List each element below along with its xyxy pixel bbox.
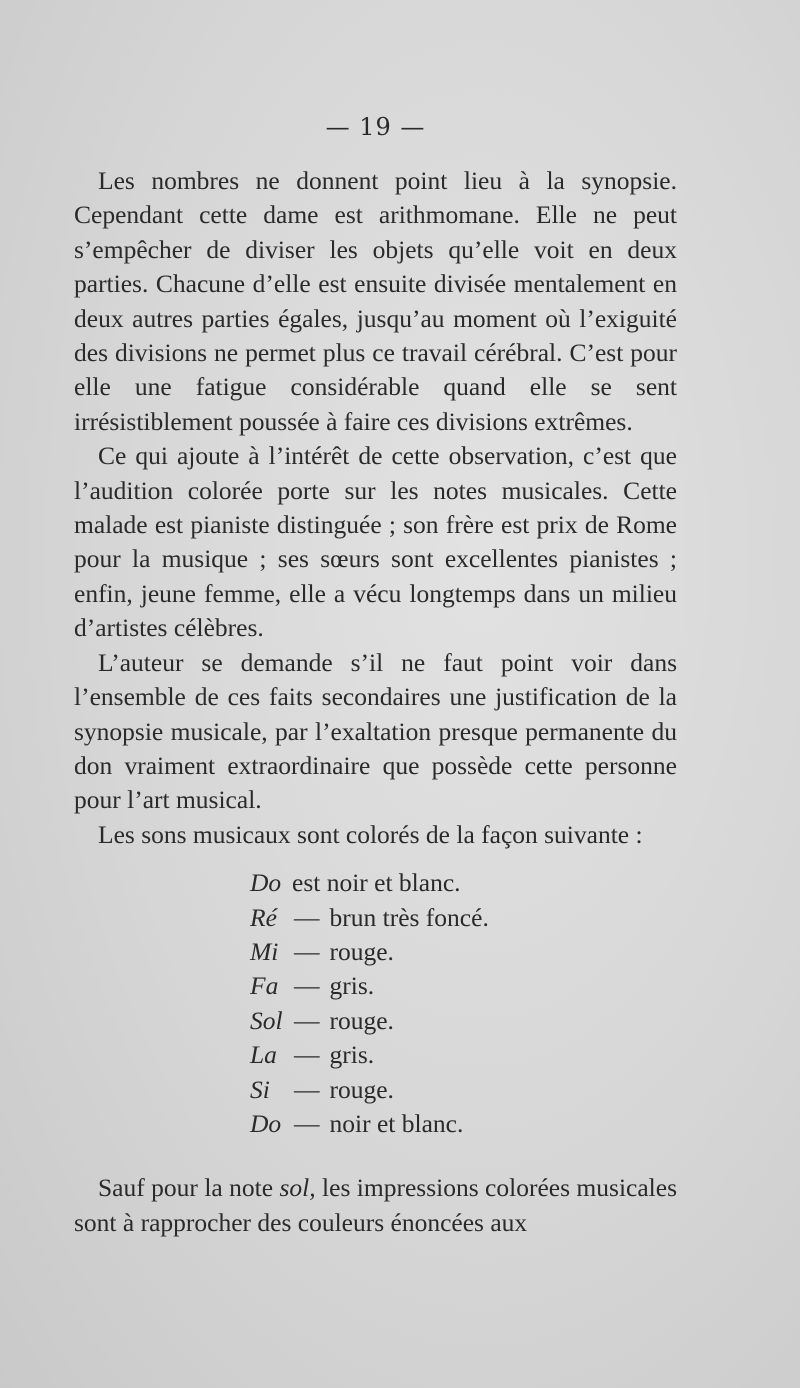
note-separator: —: [294, 1005, 320, 1035]
note-separator: —: [294, 971, 320, 1001]
note-name: Do: [250, 868, 282, 898]
note-separator: —: [294, 936, 320, 966]
note-color: brun très foncé.: [329, 902, 489, 932]
note-color: rouge.: [329, 1005, 394, 1035]
list-item: [250, 1004, 677, 1038]
note-color: est noir et blanc.: [292, 868, 461, 898]
note-color: rouge.: [329, 936, 394, 966]
note-name: Si: [250, 1074, 270, 1104]
list-item: [250, 935, 677, 969]
book-page: [74, 110, 677, 1240]
note-name: Mi: [250, 936, 279, 966]
note-separator: —: [294, 1108, 320, 1138]
note-color: gris.: [329, 971, 375, 1001]
paragraph-author-question: L’auteur se demande s’il ne faut point voir dans l’ensemble de ces faits secondaires une justification de la synopsie musicale, par l’exaltation presque permanente du don vraiment extraordinaire que possède cette personne pour l’art musical.: [74, 647, 677, 815]
closing-before: Sauf pour la note: [98, 1173, 280, 1203]
note-separator: —: [294, 1040, 320, 1070]
note-name: Sol: [250, 1005, 283, 1035]
note-separator: —: [294, 1074, 320, 1104]
note-separator: —: [294, 902, 320, 932]
note-color-list: [250, 866, 677, 1141]
list-item: [250, 969, 677, 1003]
note-color: gris.: [329, 1040, 375, 1070]
note-name: Fa: [250, 971, 279, 1001]
list-item: [250, 1073, 677, 1107]
list-item: [250, 901, 677, 935]
paragraph-colored-hearing: Ce qui ajoute à l’intérêt de cette observation, c’est que l’audition colorée porte sur les notes musicales. Cette malade est pianiste distinguée ; son frère est prix de Rome pour la musique ; ses sœurs sont excellentes pianistes ; enfin, jeune femme, elle a vécu longtemps dans un milieu d’artistes célèbres.: [74, 441, 677, 643]
paragraph-arithmomania: Les nombres ne donnent point lieu à la synopsie. Cependant cette dame est arithmomane. Elle ne peut s’empêcher de diviser les objets qu’elle voit en deux parties. Chacune d’elle est ensuite divisée mentalement en deux autres parties égales, jusqu’au moment où l’exiguité des divisions ne permet plus ce travail cérébral. C’est pour elle une fatigue considérable quand elle se sent irrésistiblement poussée à faire ces divisions extrêmes.: [74, 166, 677, 436]
list-item: [250, 866, 677, 900]
list-item: [250, 1038, 677, 1072]
paragraph-intro-list: Les sons musicaux sont colorés de la façon suivante :: [98, 819, 643, 849]
note-color: noir et blanc.: [329, 1108, 464, 1138]
list-item: [250, 1107, 677, 1141]
spacer: [74, 1141, 677, 1171]
page-number: — 19 —: [325, 113, 426, 141]
note-name: La: [250, 1040, 277, 1070]
paragraph-closing: [74, 1171, 677, 1240]
closing-after: les impressions colorées musicales sont à rapprocher des couleurs énoncées aux: [74, 1173, 677, 1237]
note-name: Ré: [250, 902, 277, 932]
closing-italic-note: sol,: [279, 1173, 316, 1203]
note-name: Do: [250, 1108, 282, 1138]
note-color: rouge.: [329, 1074, 394, 1104]
